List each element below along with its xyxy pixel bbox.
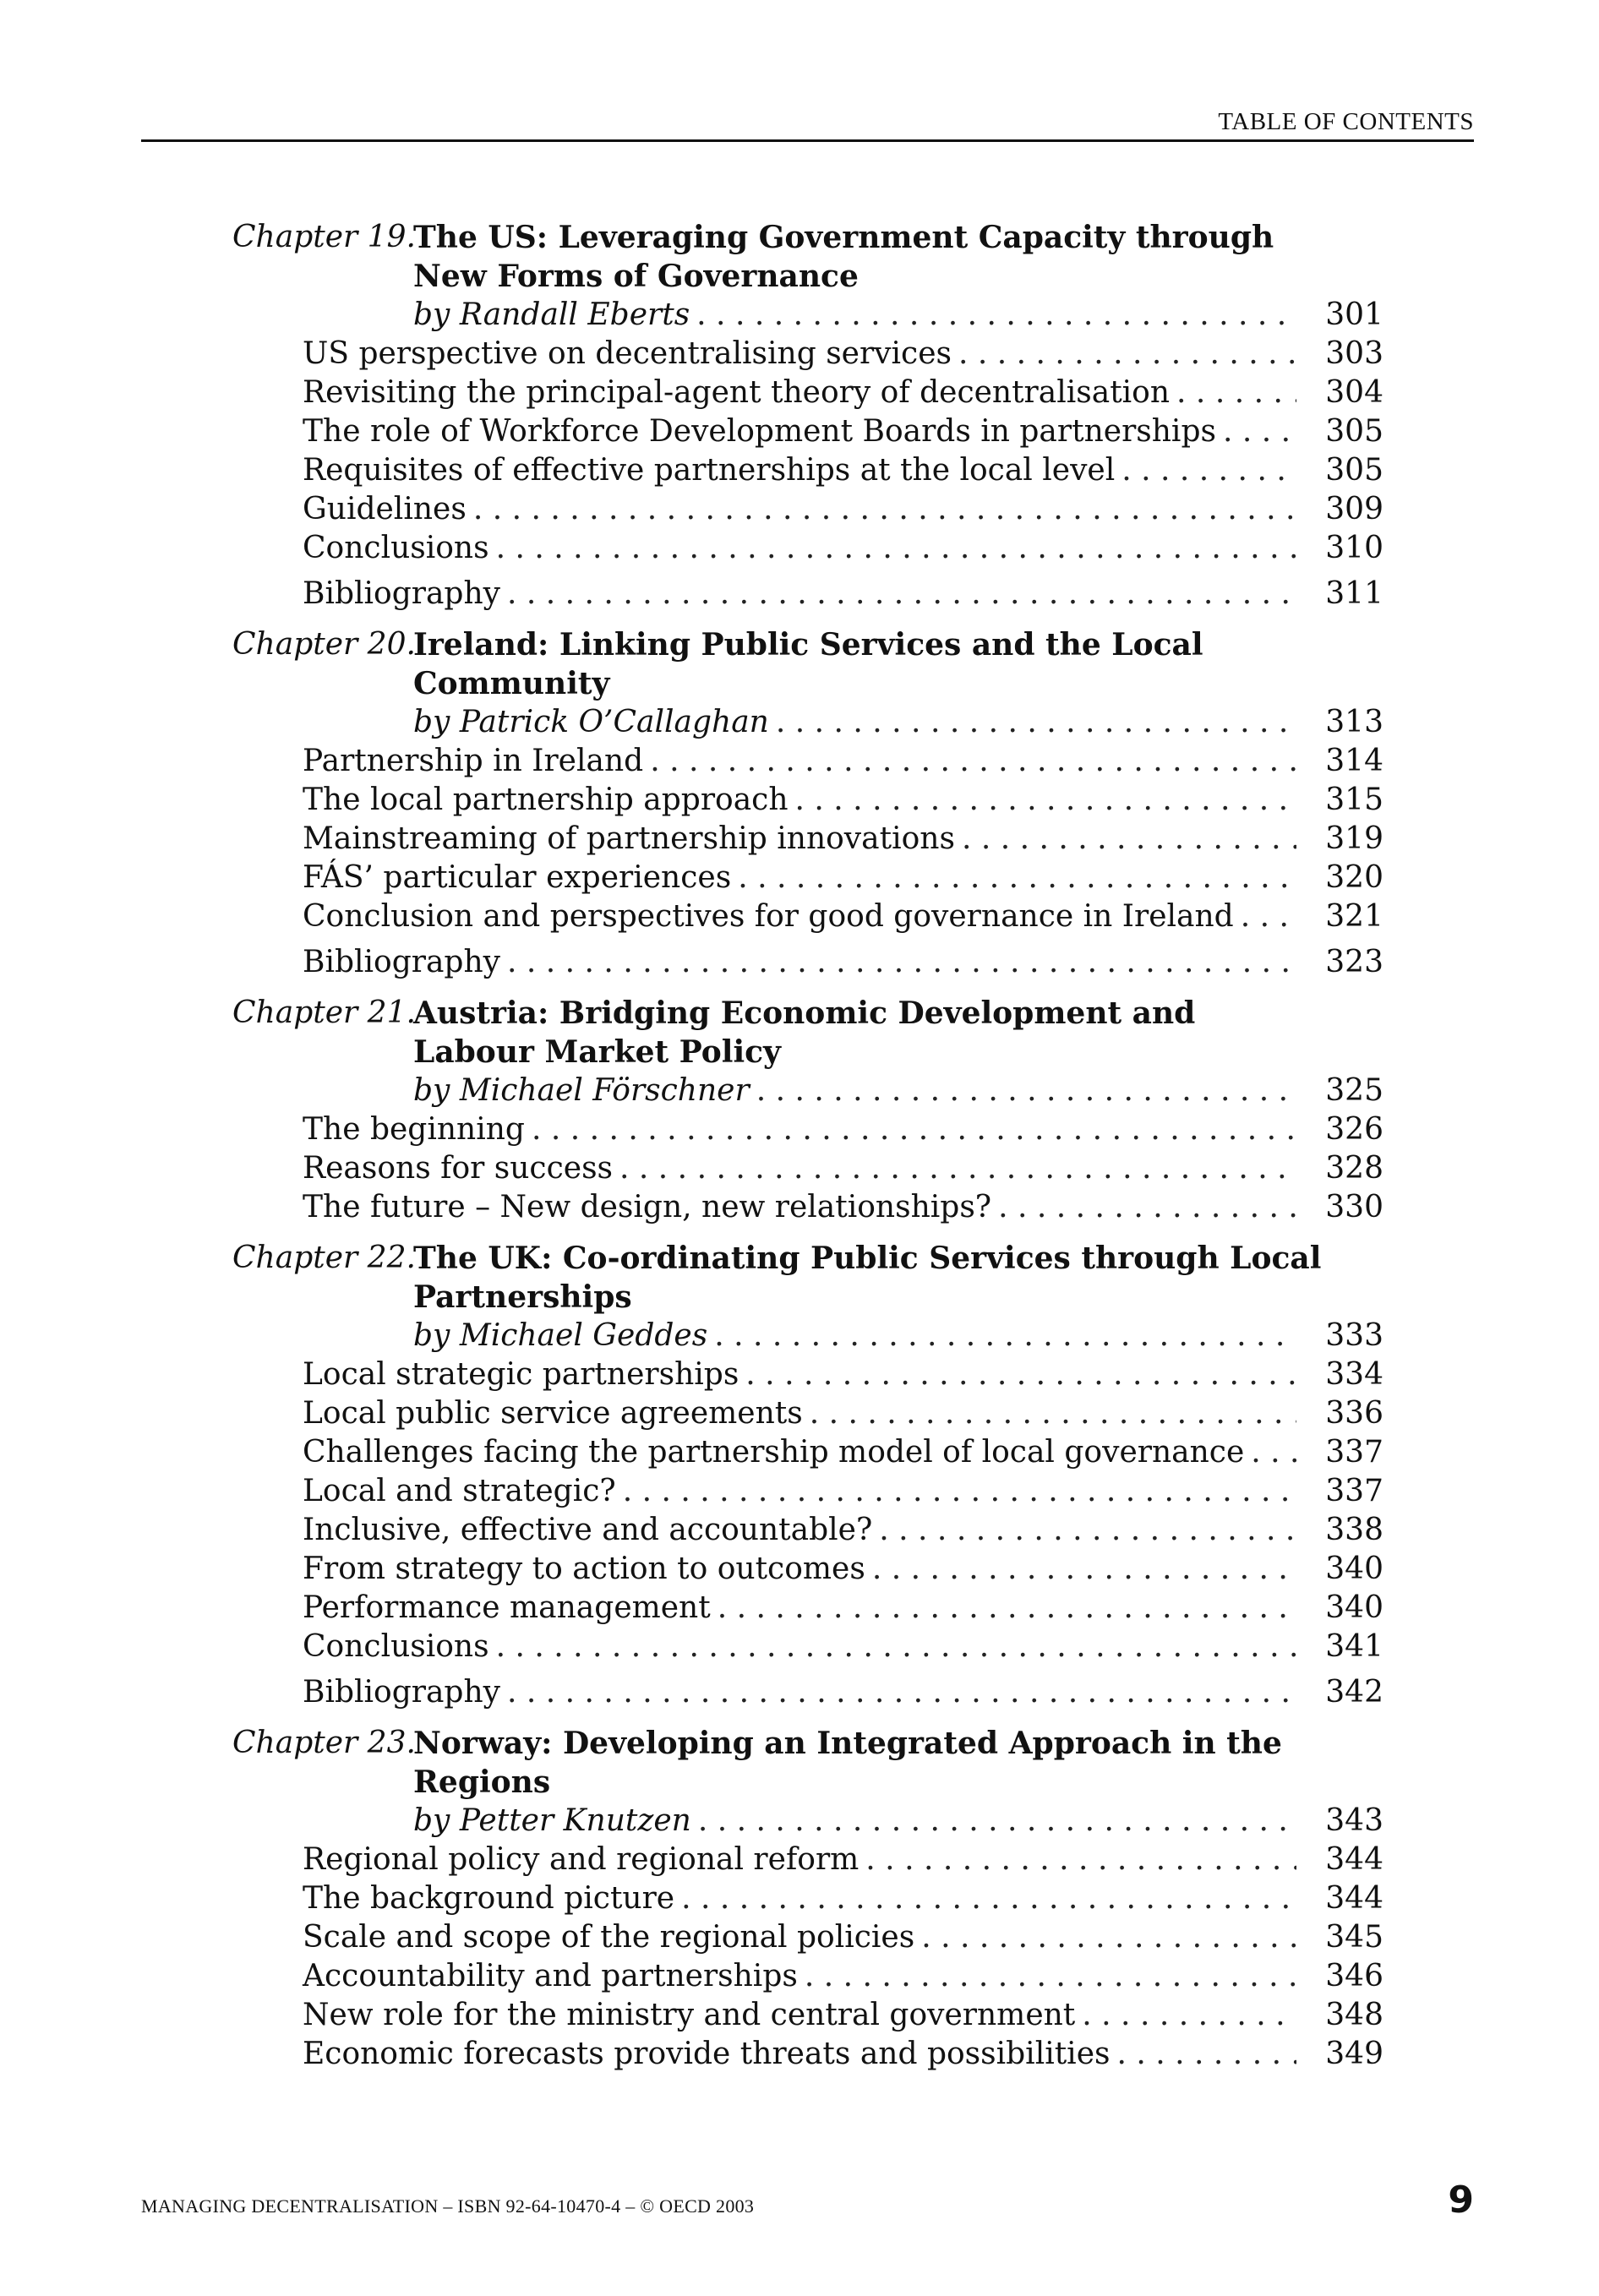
toc-entry-label: Conclusions [303,531,489,565]
toc-entry-page: 305 [1325,453,1383,488]
toc-entry-page: 326 [1325,1112,1383,1147]
chapter-block [0,625,1599,982]
toc-entry-label: Partnership in Ireland [303,744,644,778]
dot-leader [865,1841,1296,1879]
dot-leader [681,1879,1296,1918]
toc-entry-label: Scale and scope of the regional policies [303,1920,915,1955]
dot-leader [496,1628,1296,1666]
chapter-heading [0,1239,1599,1317]
toc-entry-label: Reasons for success [303,1151,614,1186]
dot-leader [698,1802,1296,1841]
chapter-author-entry[interactable] [0,1317,1383,1355]
toc-entry[interactable] [0,1472,1383,1511]
toc-entry-page: 340 [1325,1590,1383,1625]
header-rule [141,139,1474,142]
toc-entry[interactable] [0,1550,1383,1589]
chapter-block [0,1724,1599,2074]
toc-entry-page: 303 [1325,336,1383,371]
chapter-number: Chapter 20. [232,627,416,662]
chapter-author-entry-page: 313 [1325,705,1383,739]
dot-leader [958,335,1296,374]
toc-entry[interactable] [0,335,1383,374]
chapter-number: Chapter 23. [232,1726,416,1760]
toc-entry-label: US perspective on decentralising services [303,336,952,371]
toc-entry-label: Local and strategic? [303,1474,616,1508]
dot-leader [810,1394,1296,1433]
bibliography-entry-label: Bibliography [303,945,500,979]
toc-entry-page: 304 [1325,375,1383,410]
chapter-block [0,218,1599,614]
bibliography-entry[interactable] [0,943,1383,982]
chapter-heading [0,625,1599,703]
toc-entry[interactable] [0,820,1383,859]
dot-leader [776,703,1296,742]
toc-entry-page: 321 [1325,899,1383,934]
toc-entry-page: 337 [1325,1474,1383,1508]
toc-entry-label: Regional policy and regional reform [303,1842,860,1877]
toc-entry[interactable] [0,1841,1383,1879]
toc-entry-page: 310 [1325,531,1383,565]
chapter-author-entry-page: 333 [1325,1318,1383,1353]
chapter-title[interactable]: Austria: Bridging Economic Development and Labour Market Policy [413,995,1196,1070]
dot-leader [998,1188,1296,1227]
dot-leader [1116,2035,1296,2074]
toc-entry[interactable] [0,781,1383,820]
bibliography-entry[interactable] [0,1673,1383,1712]
toc-entry-page: 341 [1325,1629,1383,1664]
bibliography-entry[interactable] [0,575,1383,614]
chapter-number: Chapter 19. [232,220,416,254]
toc-entry[interactable] [0,1355,1383,1394]
chapter-author-entry[interactable] [0,703,1383,742]
toc-entry-label: Revisiting the principal-agent theory of decentralisation [303,375,1171,410]
toc-entry[interactable] [0,1628,1383,1666]
toc-entry-label: FÁS’ particular experiences [303,860,732,895]
toc-entry[interactable] [0,1110,1383,1149]
dot-leader [745,1355,1296,1394]
toc-entry[interactable] [0,1957,1383,1996]
toc-entry-label: Guidelines [303,492,467,526]
toc-entry[interactable] [0,1433,1383,1472]
dot-leader [507,575,1296,614]
chapter-number: Chapter 21. [232,995,416,1030]
running-header: TABLE OF CONTENTS [1218,108,1474,135]
toc-entry[interactable] [0,451,1383,490]
toc-entry-label: Local strategic partnerships [303,1357,739,1392]
dot-leader [872,1550,1296,1589]
dot-leader [696,296,1296,335]
toc-entry[interactable] [0,2035,1383,2074]
dot-leader [619,1149,1296,1188]
toc-entry-page: 345 [1325,1920,1383,1955]
chapter-block [0,994,1599,1227]
dot-leader [1251,1433,1296,1472]
bibliography-entry-page: 323 [1325,945,1383,979]
table-of-contents [0,218,1599,2086]
toc-entry[interactable] [0,374,1383,412]
dot-leader [805,1957,1296,1996]
toc-entry[interactable] [0,529,1383,568]
bibliography-entry-label: Bibliography [303,576,500,611]
dot-leader [795,781,1296,820]
bibliography-entry-page: 342 [1325,1675,1383,1710]
dot-leader [714,1317,1296,1355]
toc-entry-page: 340 [1325,1552,1383,1586]
dot-leader [507,943,1296,982]
dot-leader [623,1472,1296,1511]
chapter-author-entry[interactable] [0,296,1383,335]
toc-entry[interactable] [0,1589,1383,1628]
chapter-author-entry[interactable] [0,1802,1383,1841]
dot-leader [473,490,1296,529]
chapter-title[interactable]: Ireland: Linking Public Services and the Local Community [413,627,1203,701]
dot-leader [921,1918,1296,1957]
toc-entry-label: The background picture [303,1881,675,1916]
toc-entry-label: From strategy to action to outcomes [303,1552,865,1586]
toc-entry[interactable] [0,1149,1383,1188]
chapter-title[interactable]: Norway: Developing an Integrated Approach in the Regions [413,1726,1282,1800]
dot-leader [718,1589,1296,1628]
chapter-author-entry-page: 301 [1325,297,1383,332]
toc-entry-page: 330 [1325,1190,1383,1224]
toc-entry-label: New role for the ministry and central government [303,1998,1076,2032]
chapter-number: Chapter 22. [232,1241,416,1275]
bibliography-entry-label: Bibliography [303,1675,500,1710]
toc-entry[interactable] [0,1188,1383,1227]
toc-entry[interactable] [0,412,1383,451]
toc-entry-page: 319 [1325,821,1383,856]
chapter-author-entry-label: by Michael Förschner [413,1073,750,1108]
toc-entry-page: 338 [1325,1513,1383,1547]
footer-publication: MANAGING DECENTRALISATION – ISBN 92-64-10470-4 – © OECD 2003 [141,2195,755,2217]
dot-leader [879,1511,1296,1550]
toc-entry-label: Requisites of effective partnerships at the local level [303,453,1116,488]
toc-entry-page: 344 [1325,1881,1383,1916]
chapter-block [0,1239,1599,1712]
toc-entry[interactable] [0,1511,1383,1550]
dot-leader [1241,897,1296,936]
dot-leader [1121,451,1296,490]
toc-entry-label: Mainstreaming of partnership innovations [303,821,955,856]
dot-leader [756,1072,1296,1110]
chapter-title[interactable]: The UK: Co-ordinating Public Services through Local Partnerships [413,1241,1322,1315]
dot-leader [496,529,1296,568]
chapter-author-entry-page: 343 [1325,1803,1383,1838]
toc-entry-page: 314 [1325,744,1383,778]
dot-leader [1223,412,1296,451]
toc-entry-page: 349 [1325,2037,1383,2071]
bibliography-entry-page: 311 [1325,576,1383,611]
toc-entry-page: 348 [1325,1998,1383,2032]
toc-entry-page: 305 [1325,414,1383,449]
dot-leader [1176,374,1296,412]
toc-entry-label: The future – New design, new relationships? [303,1190,992,1224]
chapter-heading [0,1724,1599,1802]
toc-entry-page: 344 [1325,1842,1383,1877]
dot-leader [962,820,1296,859]
toc-entry[interactable] [0,1996,1383,2035]
chapter-author-entry-page: 325 [1325,1073,1383,1108]
toc-entry[interactable] [0,1918,1383,1957]
toc-entry-label: Inclusive, effective and accountable? [303,1513,873,1547]
chapter-title[interactable]: The US: Leveraging Government Capacity through New Forms of Governance [413,220,1274,294]
toc-entry[interactable] [0,1394,1383,1433]
toc-entry-label: Performance management [303,1590,711,1625]
toc-entry-page: 315 [1325,783,1383,817]
toc-entry-label: The beginning [303,1112,525,1147]
toc-entry[interactable] [0,1879,1383,1918]
chapter-author-entry-label: by Randall Eberts [413,297,690,332]
toc-entry-label: Conclusions [303,1629,489,1664]
toc-entry-page: 336 [1325,1396,1383,1431]
toc-entry-page: 309 [1325,492,1383,526]
dot-leader [507,1673,1296,1712]
toc-entry-label: Conclusion and perspectives for good governance in Ireland [303,899,1234,934]
toc-entry-label: The local partnership approach [303,783,789,817]
toc-entry-page: 320 [1325,860,1383,895]
toc-entry-label: Accountability and partnerships [303,1959,798,1993]
toc-entry[interactable] [0,859,1383,897]
dot-leader [738,859,1296,897]
toc-entry-page: 346 [1325,1959,1383,1993]
toc-entry[interactable] [0,490,1383,529]
chapter-author-entry[interactable] [0,1072,1383,1110]
toc-entry-label: Economic forecasts provide threats and possibilities [303,2037,1111,2071]
chapter-heading [0,994,1599,1072]
dot-leader [532,1110,1296,1149]
toc-entry-label: Challenges facing the partnership model of local governance [303,1435,1245,1470]
toc-entry[interactable] [0,742,1383,781]
toc-entry[interactable] [0,897,1383,936]
chapter-author-entry-label: by Michael Geddes [413,1318,708,1353]
toc-entry-page: 328 [1325,1151,1383,1186]
toc-entry-page: 334 [1325,1357,1383,1392]
page-number: 9 [1448,2179,1474,2222]
toc-entry-label: Local public service agreements [303,1396,803,1431]
toc-entry-page: 337 [1325,1435,1383,1470]
chapter-heading [0,218,1599,296]
dot-leader [1082,1996,1296,2035]
chapter-author-entry-label: by Petter Knutzen [413,1803,691,1838]
dot-leader [650,742,1296,781]
chapter-author-entry-label: by Patrick O’Callaghan [413,705,769,739]
toc-entry-label: The role of Workforce Development Boards in partnerships [303,414,1216,449]
